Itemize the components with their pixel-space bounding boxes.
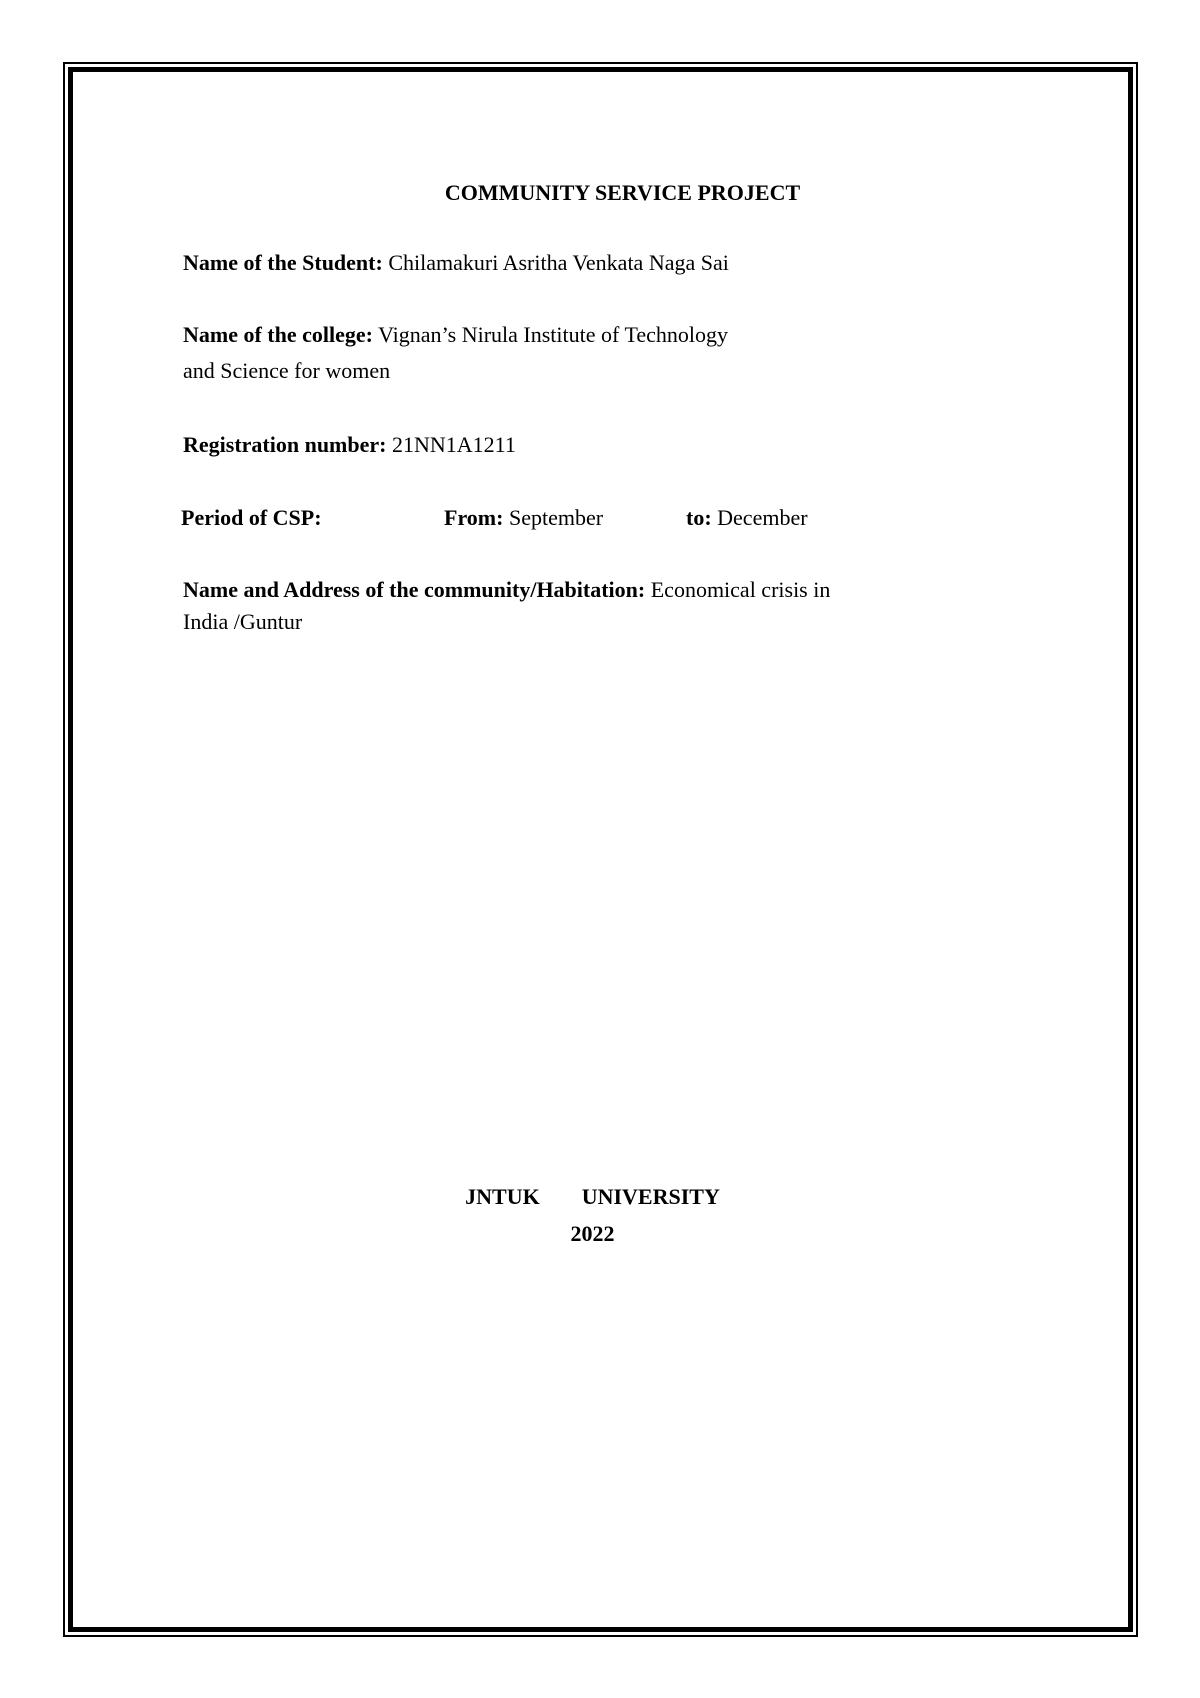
community-line bbox=[183, 573, 830, 607]
community-value-1: Economical crisis in bbox=[650, 577, 831, 602]
community-line-2 bbox=[183, 605, 302, 639]
period-to-value: December bbox=[717, 505, 808, 530]
college-name-line bbox=[183, 318, 728, 352]
college-name-line-2 bbox=[183, 354, 390, 388]
university-left: JNTUK bbox=[465, 1184, 540, 1209]
period-from-value: September bbox=[508, 505, 604, 530]
period-to-label: to: bbox=[686, 505, 712, 530]
registration-label: Registration number: bbox=[183, 432, 387, 457]
community-label: Name and Address of the community/Habitation: bbox=[183, 577, 646, 602]
period-label: Period of CSP: bbox=[181, 505, 322, 530]
page-border-inner bbox=[68, 67, 1133, 1632]
period-line bbox=[181, 501, 322, 535]
student-name-value: Chilamakuri Asritha Venkata Naga Sai bbox=[388, 250, 729, 275]
college-name-label: Name of the college: bbox=[183, 322, 373, 347]
period-to bbox=[686, 501, 808, 535]
university-right: UNIVERSITY bbox=[581, 1184, 720, 1209]
student-name-line bbox=[183, 246, 729, 280]
year: 2022 bbox=[570, 1221, 615, 1246]
college-name-value-2: and Science for women bbox=[183, 358, 391, 383]
community-value-2: India /Guntur bbox=[183, 609, 303, 634]
period-from bbox=[444, 501, 603, 535]
college-name-value-1: Vignan’s Nirula Institute of Technology bbox=[378, 322, 728, 347]
student-name-label: Name of the Student: bbox=[183, 250, 383, 275]
period-from-label: From: bbox=[444, 505, 504, 530]
registration-value: 21NN1A1211 bbox=[391, 432, 516, 457]
university-line bbox=[0, 1180, 1185, 1214]
document-title: COMMUNITY SERVICE PROJECT bbox=[444, 180, 801, 205]
year-line bbox=[0, 1217, 1185, 1251]
registration-line bbox=[183, 428, 516, 462]
